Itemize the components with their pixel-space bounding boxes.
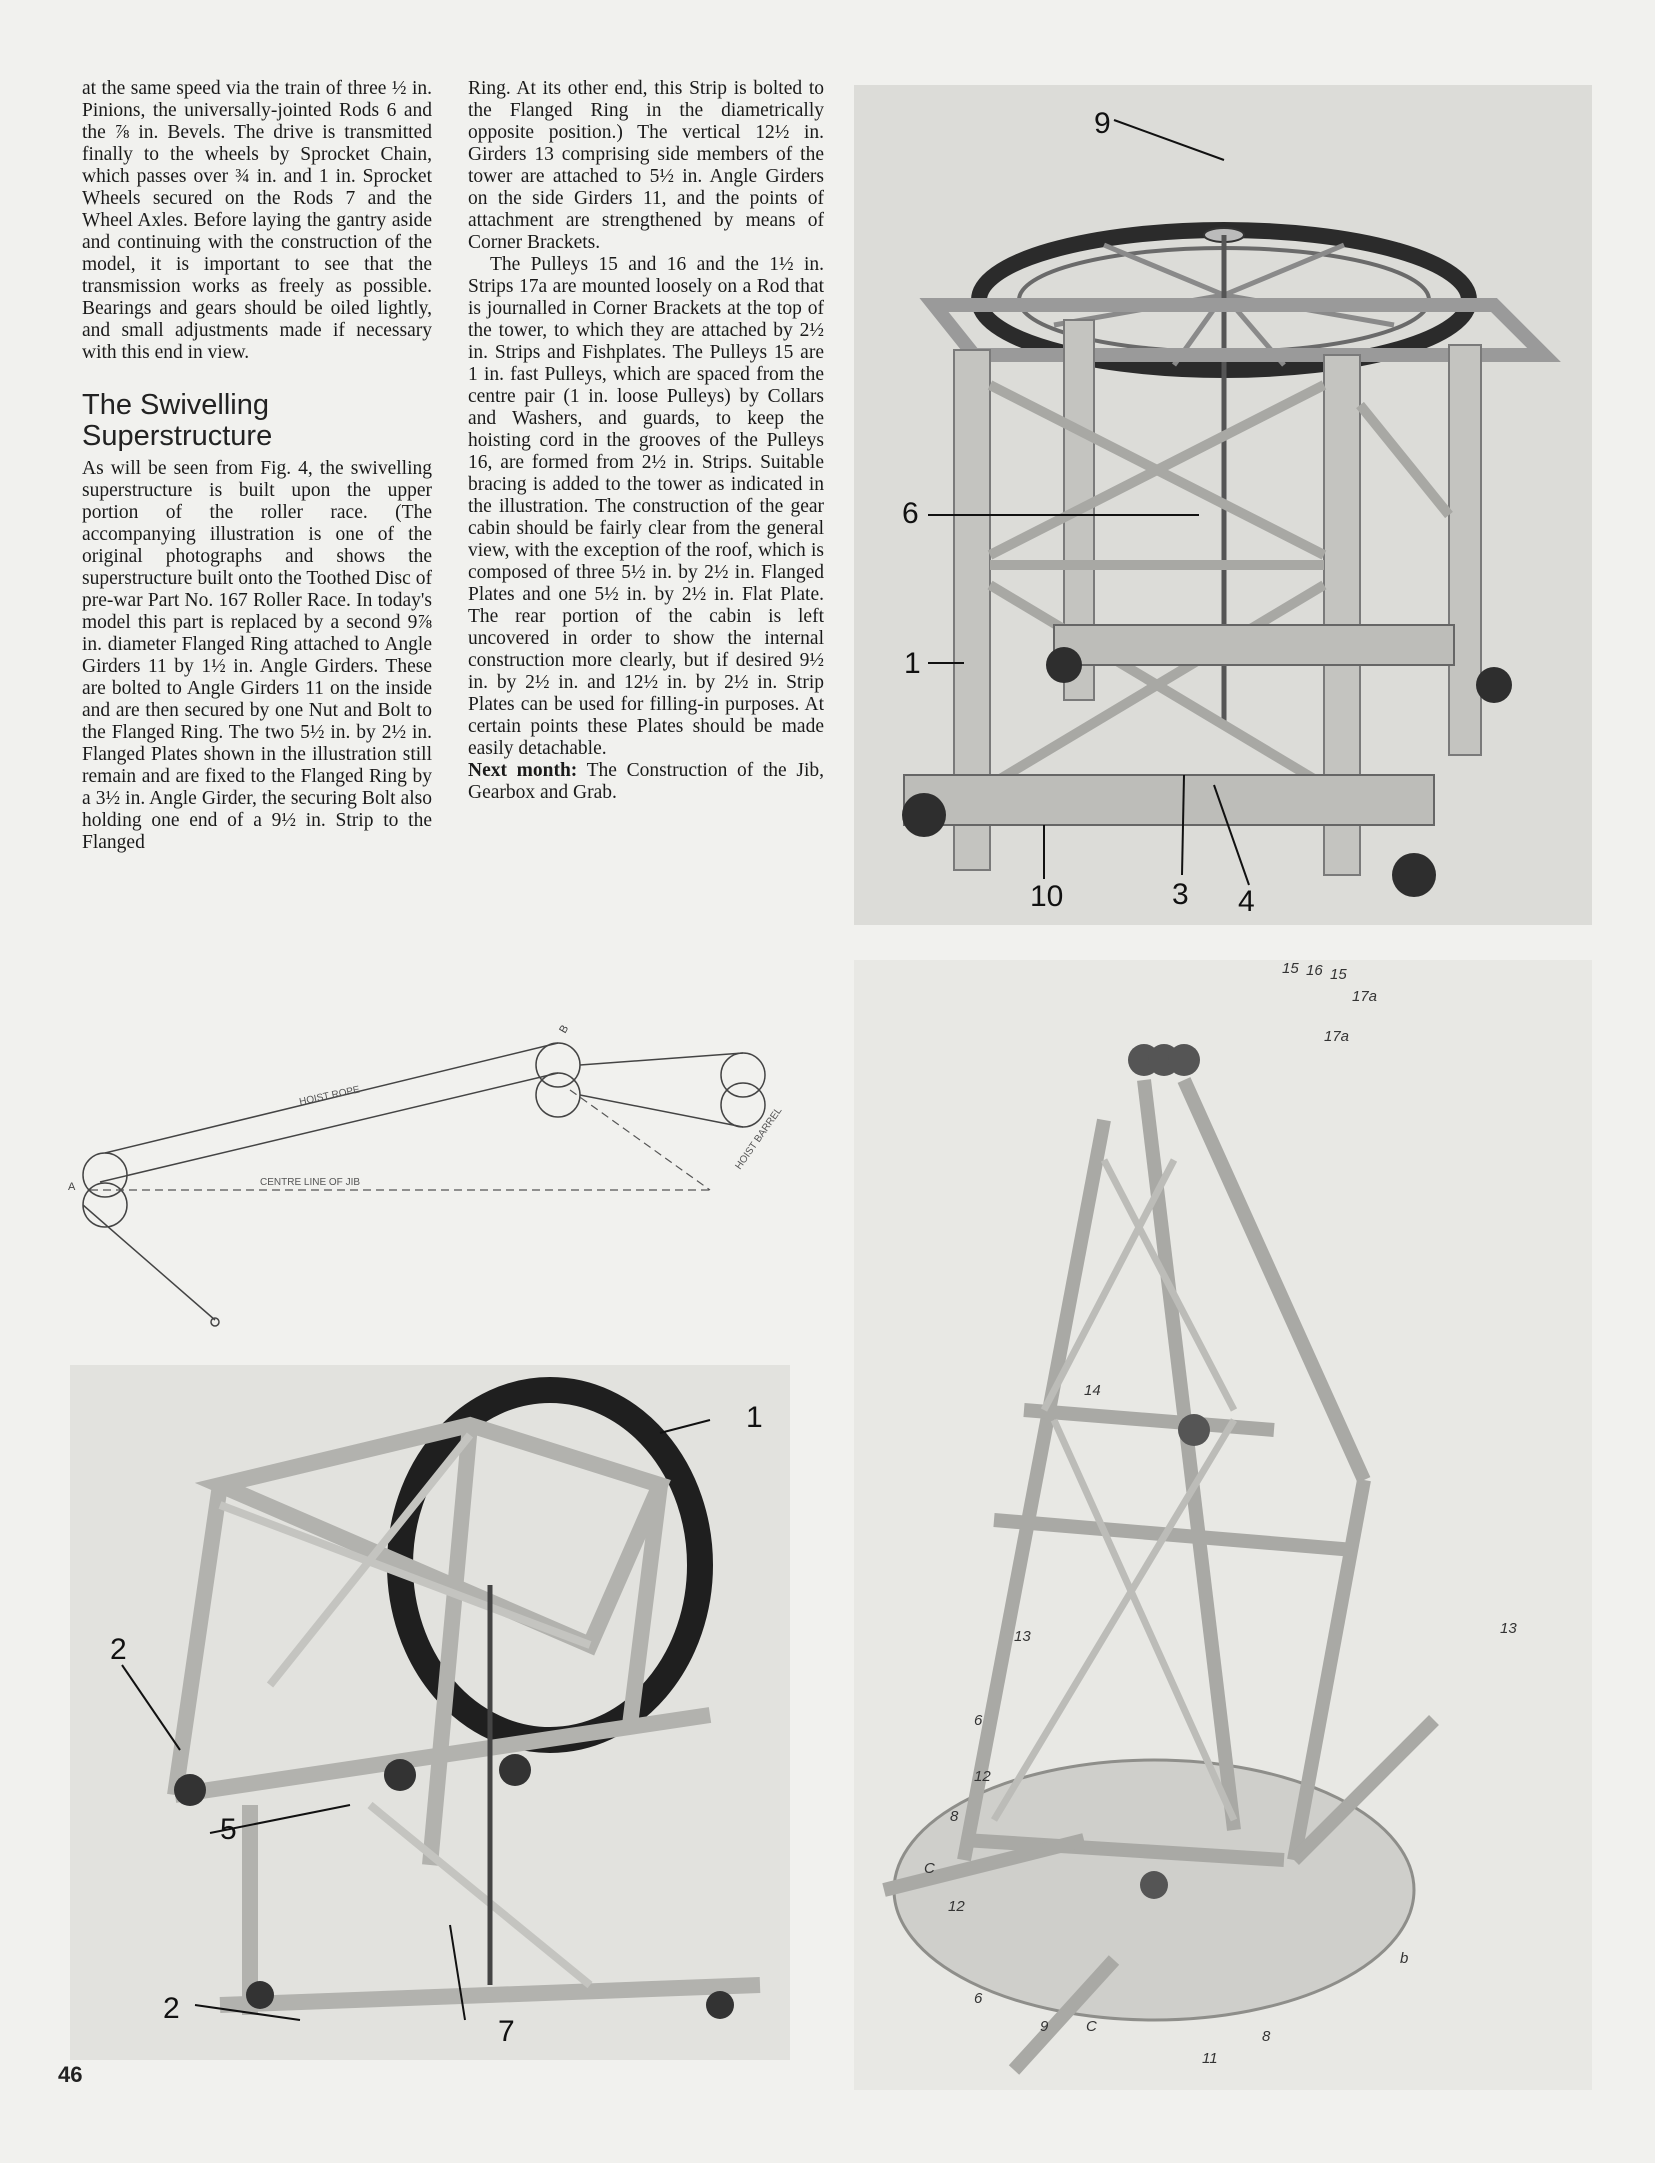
callout-2-lower: 2 <box>163 1992 180 2025</box>
callout-1: 1 <box>904 647 921 680</box>
next-month-label: Next month: <box>468 760 578 781</box>
callout-6-lower: 6 <box>974 1990 983 2007</box>
text-column-left <box>82 78 432 854</box>
callout-13-right: 13 <box>1500 1620 1517 1637</box>
photo-gantry-tower <box>854 85 1592 925</box>
callout-1: 1 <box>746 1401 763 1434</box>
callout-12-upper: 12 <box>974 1768 991 1785</box>
callout-b: b <box>1400 1950 1409 1967</box>
paragraph-pulleys: The Pulleys 15 and 16 and the 1½ in. Strips 17a are mounted loosely on a Rod that is journalled in Corner Brackets at the top of the tower, to which they are attached by 2½ in. Strips and Fishplates. The Pulleys 15 are 1 in. fast Pulleys, which are spaced from the centre pair (1 in. loose Pulleys) by Collars and Washers, and guards, to keep the hoisting cord in the grooves of the Pulleys 16, are formed from 2½ in. Strips. Suitable bracing is added to the tower as indicated in the illustration. The construction of the gear cabin should be fairly clear from the general view, with the exception of the roof, which is composed of three 5½ in. by 2½ in. Flanged Plates and one 5½ in. by 2½ in. Flat Plate. The rear portion of the cabin is left uncovered in order to show the internal construction more clearly, but if desired 9½ in. by 2½ in. and 12½ in. by 2½ in. Strip Plates can be used for filling-in purposes. At certain points these Plates should be made easily detachable. <box>468 254 824 759</box>
label-hoist-barrel: HOIST BARREL <box>733 1105 785 1172</box>
callout-16: 16 <box>1306 962 1323 979</box>
callout-9: 9 <box>1094 107 1111 140</box>
tower-illustration <box>854 960 1592 2090</box>
callout-14: 14 <box>1084 1382 1101 1399</box>
paragraph-ring: Ring. At its other end, this Strip is bolted to the Flanged Ring in the diametrically opposite position.) The vertical 12½ in. Girders 13 comprising side members of the tower are attached to 5½ in. Angle Girders on the side Girders 11, and the points of attachment are strengthened by means of Corner Brackets. <box>468 78 824 253</box>
callout-17a-right: 17a <box>1352 988 1378 1005</box>
callout-4: 4 <box>1238 885 1255 918</box>
callout-13-left: 13 <box>1014 1628 1031 1645</box>
paragraph-swivelling: As will be seen from Fig. 4, the swivelling superstructure is built upon the upper portion of the roller race. (The accompanying illustration is one of the original photographs and shows the superstructure built onto the Toothed Disc of pre-war Part No. 167 Roller Race. In today's model this part is replaced by a second 9⅞ in. diameter Flanged Ring attached to Angle Girders 11 by 1½ in. Angle Girders. These are bolted to Angle Girders 11 on the inside and are then secured by one Nut and Bolt to the Flanged Ring. The two 5½ in. by 2½ in. Flanged Plates shown in the illustration still remain and are fixed to the Flanged Ring by a 3½ in. Angle Girder, the securing Bolt also holding one end of a 9½ in. Strip to the Flanged <box>82 458 432 853</box>
callout-2-upper: 2 <box>110 1633 127 1666</box>
gantry-illustration <box>854 85 1592 925</box>
callout-10: 10 <box>1030 880 1064 913</box>
callout-11: 11 <box>1202 2050 1218 2067</box>
paragraph-intro: at the same speed via the train of three ½ in. Pinions, the universally-jointed Rods 6 and the ⅞ in. Bevels. The drive is transmitted finally to the wheels by Sprocket Chain, which passes over ¾ in. and 1 in. Sprocket Wheels secured on the Rods 7 and the Wheel Axles. Before laying the gantry aside and continuing with the construction of the model, it is important to see that the transmission works as freely as possible. Bearings and gears should be oiled lightly, and small adjustments made if necessary with this end in view. <box>82 78 432 363</box>
next-month-note <box>468 760 824 804</box>
label-centre-line: CENTRE LINE OF JIB <box>260 1177 361 1188</box>
photo-superstructure-underside <box>70 1365 790 2060</box>
next-month-text: The Construction of the Jib, Gearbox and Grab. <box>468 760 824 803</box>
label-point-b: B <box>557 1023 572 1036</box>
callout-17a-left: 17a <box>1324 1028 1350 1045</box>
callout-6: 6 <box>902 497 919 530</box>
section-heading: The Swivelling Superstructure <box>82 389 273 452</box>
text-column-middle <box>468 78 824 804</box>
page-number: 46 <box>58 2062 83 2087</box>
callout-3: 3 <box>1172 878 1189 911</box>
callout-15-left: 15 <box>1282 960 1299 977</box>
label-hoist-rope: HOIST ROPE <box>298 1084 361 1108</box>
callout-7: 7 <box>498 2015 515 2048</box>
callout-8-right: 8 <box>1262 2028 1271 2045</box>
callout-12-lower: 12 <box>948 1898 965 1915</box>
callout-9: 9 <box>1040 2018 1049 2035</box>
label-point-a: A <box>68 1181 76 1193</box>
superstructure-illustration <box>70 1365 790 2060</box>
callout-c-left: C <box>924 1860 935 1877</box>
callout-5: 5 <box>220 1813 237 1846</box>
callout-c-right: C <box>1086 2018 1097 2035</box>
callout-15-right: 15 <box>1330 966 1347 983</box>
callout-6-upper: 6 <box>974 1712 983 1729</box>
hoist-rope-diagram <box>60 1010 850 1340</box>
photo-tower <box>854 960 1592 2090</box>
callout-8-left: 8 <box>950 1808 959 1825</box>
